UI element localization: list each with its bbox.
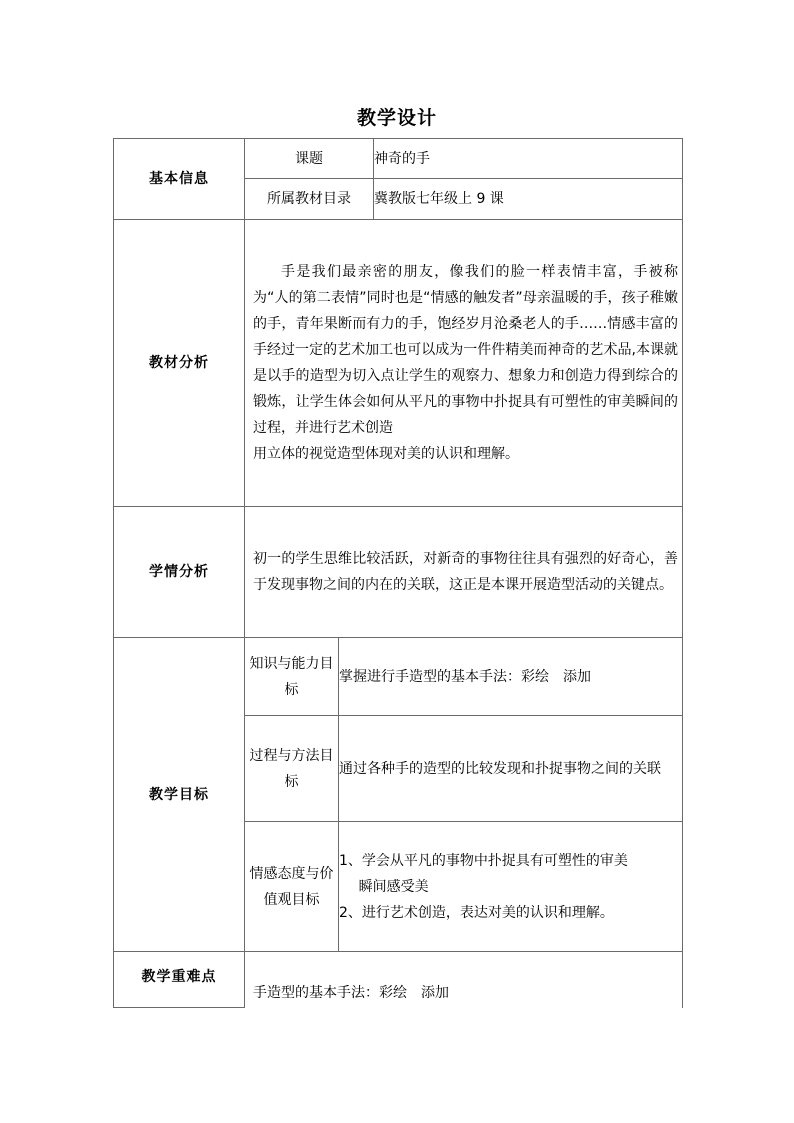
process-goal-label: 过程与方法目标 [245,716,339,822]
teaching-goals-header: 教学目标 [114,638,245,952]
knowledge-goal-label: 知识与能力目标 [245,638,339,716]
catalog-value: 冀教版七年级上 9 课 [374,179,683,220]
emotion-goal-item-2: 2、进行艺术创造，表达对美的认识和理解。 [339,904,614,921]
material-analysis-text: 手是我们最亲密的朋友，像我们的脸一样表情丰富，手被称为“人的第二表情”同时也是“情感的触发者”母亲温暖的手，孩子稚嫩的手，青年果断而有力的手，饱经岁月沧桑老人的手……情感丰富的手经过一定的艺术加工也可以成为一件件精美而神奇的艺术品,本课就是以手的造型为切入点让学生的观察力、想象力和创造力得到综合的锻炼，让学生体会如何从平凡的事物中扑捉具有可塑性的审美瞬间的过程，并进行艺术创造 [253,264,678,436]
material-analysis-cell [245,220,683,507]
material-analysis-header: 教材分析 [114,220,245,507]
topic-label: 课题 [245,139,374,179]
knowledge-goal-text: 掌握进行手造型的基本手法：彩绘 添加 [339,638,683,716]
process-goal-text: 通过各种手的造型的比较发现和扑捉事物之间的关联 [339,716,683,822]
emotion-goal-item-1-cont: 瞬间感受美 [358,878,429,895]
topic-value: 神奇的手 [374,139,683,179]
key-difficulty-text: 手造型的基本手法：彩绘 添加 [245,952,683,1008]
student-analysis-header: 学情分析 [114,507,245,638]
student-analysis-text: 初一的学生思维比较活跃，对新奇的事物往往具有强烈的好奇心，善于发现事物之间的内在的关联，这正是本课开展造型活动的关键点。 [253,551,678,593]
catalog-label: 所属教材目录 [245,179,374,220]
emotion-goal-cell [339,822,683,952]
key-difficulty-header: 教学重难点 [114,952,245,1008]
emotion-goal-label: 情感态度与价值观目标 [245,822,339,952]
material-analysis-text-2: 用立体的视觉造型体现对美的认识和理解。 [253,446,519,462]
document-title: 教学设计 [356,107,437,129]
student-analysis-cell [245,507,683,638]
basic-info-header: 基本信息 [114,139,245,220]
lesson-plan-table [113,138,683,1008]
emotion-goal-item-1: 1、学会从平凡的事物中扑捉具有可塑性的审美 [339,852,628,869]
